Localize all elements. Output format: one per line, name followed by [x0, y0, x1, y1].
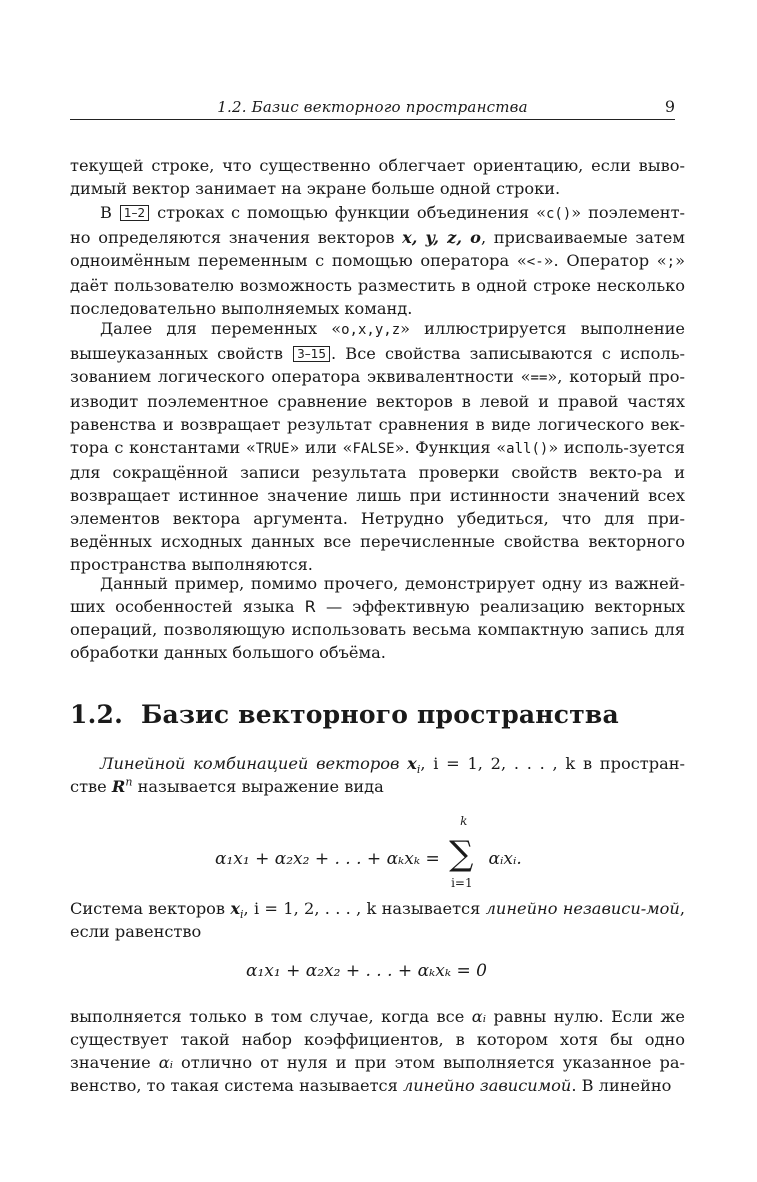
running-title: 1.2. Базис векторного пространства [217, 98, 528, 116]
p3-text: » иллюстрируется выполнение вышеуказанных свойств [70, 319, 685, 363]
section-title: Базис векторного пространства [141, 700, 619, 729]
math-vector: x [407, 754, 417, 773]
inline-code: all() [506, 441, 549, 457]
math-subscript: i [240, 908, 244, 922]
defined-term: линейно независи-мой [485, 899, 680, 918]
inline-code: TRUE [255, 441, 290, 457]
paragraph-vectors-definition [70, 201, 685, 320]
p1-line2: димый вектор занимает на экране больше одной строки. [70, 179, 561, 198]
p6-text: Система векторов [70, 899, 231, 918]
p3-text: . Все свойства записываются с исполь-зованием логического оператора эквивалентности « [70, 344, 685, 386]
inline-code: <- [526, 254, 544, 270]
math-space: R [111, 777, 126, 796]
p2-text: строках с помощью функции объединения « [150, 203, 546, 222]
p2-text: » даёт пользователю возможность разместить в одной строке несколько последовательно выполняемых команд. [70, 251, 685, 318]
p3-text: », который про-изводит поэлементное сравнение векторов в левой и правой частях равенства и возвращает результат сравнения в виде логического век-тора с константами « [70, 367, 685, 457]
math-vectors: x, y, z, o [402, 228, 481, 247]
p5-text: , i = 1, 2, . . . , k в простран-стве [70, 754, 685, 796]
defined-term: линейно зависимой [402, 1076, 572, 1095]
p7-text: равны нулю. Если же существует такой набор коэффициентов, в котором хотя бы одно значение [70, 1007, 685, 1072]
math-vector: x [230, 899, 240, 918]
p4-text: — эффективную реализацию векторных операций, позволяющую использовать весьма компактную запись для обработки данных большого объёма. [70, 597, 685, 662]
paragraph-continuation [70, 154, 685, 200]
paragraph-properties-check [70, 317, 685, 576]
p3-text: ». Функция « [394, 438, 507, 457]
language-name: R [304, 597, 316, 616]
formula-zero-combination [246, 961, 487, 981]
inline-code: o,x,y,z [341, 322, 401, 338]
running-header [70, 97, 675, 120]
p2-text: » поэлемент-но определяются значения векторов [70, 203, 685, 247]
p3-text: » или « [289, 438, 353, 457]
math-alpha: αᵢ [471, 1007, 486, 1026]
section-heading [70, 700, 619, 729]
paragraph-linear-independence [70, 897, 685, 943]
paragraph-r-language [70, 572, 685, 664]
p2-text: ». Оператор « [543, 251, 667, 270]
p7-text: выполняется только в том случае, когда все [70, 1007, 472, 1026]
p6-text: , i = 1, 2, . . . , k называется [243, 899, 486, 918]
formula-lhs: α₁x₁ + α₂x₂ + . . . + αₖxₖ = [215, 849, 440, 869]
inline-code: == [530, 370, 548, 386]
inline-code: ; [666, 254, 676, 270]
defined-term: Линейной комбинацией векторов [100, 754, 400, 773]
sum-upper-limit: k [460, 814, 468, 828]
formula-text: α₁x₁ + α₂x₂ + . . . + αₖxₖ = 0 [246, 961, 487, 981]
p2-text: , присваиваемые затем одноимённым переменным с помощью оператора « [70, 228, 685, 270]
p3-text: » исполь-зуется для сокращённой записи результата проверки свойств векто-ра и возвращает истинное значение лишь при истинности значений всех элементов вектора аргумента. Нетрудно убедиться, что для при-ведённых исходных данных все перечисленные свойства векторного пространства выполняются. [70, 438, 685, 574]
p4-text: Данный пример, помимо прочего, демонстрирует одну из важней-ших особенностей языка [70, 574, 685, 616]
sigma-symbol: ∑ [449, 834, 474, 874]
p5-text: называется выражение вида [132, 777, 384, 796]
math-alpha: αᵢ [158, 1053, 173, 1072]
page-number: 9 [664, 97, 675, 116]
p1-line1: текущей строке, что существенно облегчает ориентацию, если выво- [70, 156, 685, 175]
p7-text: отлично от нуля и при этом выполняется указанное ра-венство, то такая система называется [70, 1053, 685, 1095]
inline-code: c() [546, 206, 572, 222]
p7-text: . В линейно [571, 1076, 672, 1095]
section-number: 1.2. [70, 700, 123, 729]
inline-code: FALSE [352, 441, 395, 457]
formula-linear-combination [215, 814, 522, 890]
code-line-ref: 3–15 [293, 346, 330, 362]
code-line-ref: 1–2 [120, 205, 149, 221]
sum-lower-limit: i=1 [451, 876, 473, 890]
p6-text: , если равенство [70, 899, 686, 941]
math-superscript: n [125, 775, 133, 789]
p3-text: Далее для переменных « [100, 319, 342, 338]
math-subscript: i [416, 763, 421, 777]
paragraph-linear-dependence [70, 1005, 685, 1097]
summation [449, 814, 479, 890]
p2-text: В [100, 203, 119, 222]
paragraph-linear-combination [70, 752, 685, 798]
formula-rhs: αᵢxᵢ. [488, 849, 522, 869]
